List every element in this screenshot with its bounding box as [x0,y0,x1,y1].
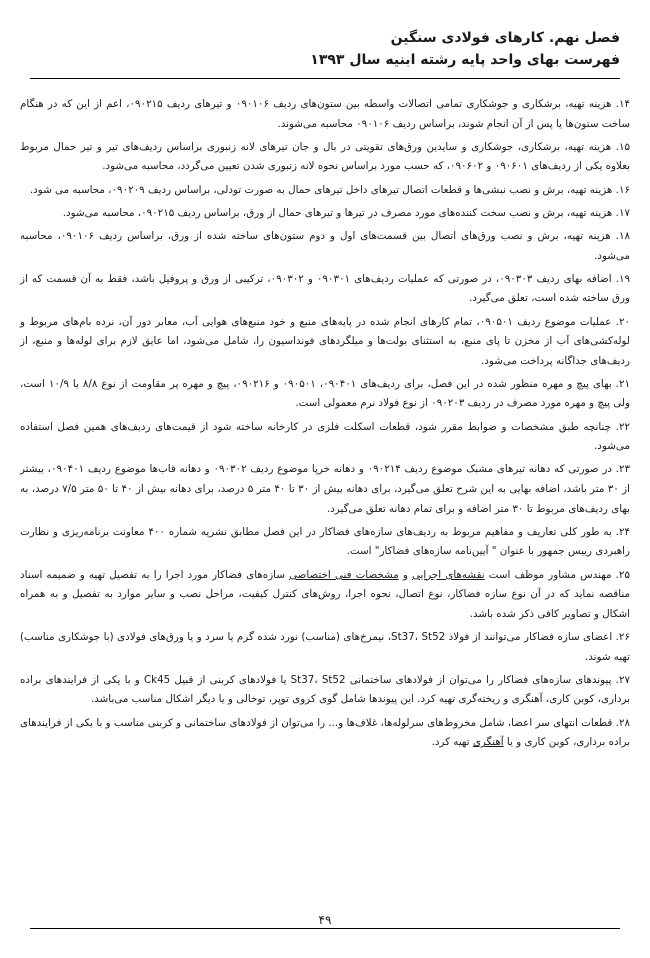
item-number: ۲۷. [615,673,631,686]
item-number: ۱۵. [615,140,630,153]
list-item [20,375,630,414]
chapter-title: فصل نهم. کارهای فولادی سنگین [390,30,620,46]
item-number: ۲۴. [615,525,630,538]
list-item [20,270,630,309]
item-number: ۱۷. [615,206,630,219]
document-body [20,95,630,756]
list-item [20,714,630,753]
item-text: هزینه تهیه، برش و نصب نبشی‌ها و قطعات اتصال تیرهای داخل تیرهای حمال به صورت تودلی، براساس ردیف ۰۹۰۲۰۹، محاسبه می شود. [29,183,613,196]
item-number: ۲۲. [615,420,630,433]
underlined-term: مشخصات فنی اختصاصی [289,568,399,581]
list-item [20,95,630,134]
document-subtitle: فهرست بهای واحد پایه رشته ابنیه سال ۱۳۹۳ [310,52,620,68]
item-text: پیوندهای سازه‌های فضاکار را می‌توان از فولادهای ساختمانی St37، St52 یا فولادهای کربنی از قبیل Ck45 و با یکی از فرایندهای براده برداری، کوبن کاری، آهنگری و ریخته‌گری تهیه کرد. این پیوندها شامل گوی کروی توپر، توخالی و یا دیگر اشکال مناسب می‌باشد. [20,673,630,706]
item-number: ۲۶. [615,630,630,643]
list-item [20,418,630,457]
page-number: ۴۹ [318,913,332,927]
item-text: اضافه بهای ردیف ۰۹۰۳۰۳، در صورتی که عملیات ردیف‌های ۰۹۰۳۰۱ و ۰۹۰۳۰۲، ترکیبی از ورق و پروفیل باشد، فقط به آن قسمت که از ورق ساخته شده است، تعلق می‌گیرد. [20,272,630,305]
item-text-end: سازه‌های فضاکار مورد اجرا را به تفصیل تهیه و ضمیمه اسناد مناقصه نماید که در آن نوع سازه فضاکار، نوع اتصال، نحوه اجرا، روش‌های کنترل کیفیت، مراحل نصب و سایر موارد به تفصیل و به همراه اشکال و تصاویر کافی ذکر شده باشد. [20,568,630,620]
item-number: ۱۶. [615,183,630,196]
item-text: چنانچه طبق مشخصات و ضوابط مقرر شود، قطعات اسکلت فلزی در کارخانه ساخته شود از قیمت‌های ردیف‌های همین فصل استفاده می‌شود. [20,420,630,453]
footer-rule [30,928,620,929]
list-item [20,671,630,710]
item-text: هزینه تهیه، برشکاری، جوشکاری و سایدین ورق‌های تقویتی در بال و جان تیرهای لانه زنبوری براساس ردیف‌های تیر و تیر حمال مربوط بعلاوه یکی از ردیف‌های ۰۹۰۶۰۱ و ۰۹۰۶۰۲، که حسب مورد براساس نحوه لانه زنبوری شدن تعیین می‌گردد، محاسبه می‌شود. [20,140,630,173]
item-number: ۱۹. [615,272,630,285]
list-item [20,138,630,177]
item-number: ۲۱. [615,377,630,390]
list-item [20,204,630,224]
list-item [20,523,630,562]
item-text-start: مهندس مشاور موظف است [484,568,612,581]
item-text: اعضای سازه فضاکار می‌توانند از فولاد St37، St52، نیمرخ‌های (مناسب) نورد شده گرم یا سرد و یا ورق‌های فولادی (با جوشکاری مناسب) تهیه شوند. [20,630,630,663]
item-text: به طور کلی تعاریف و مفاهیم مربوط به ردیف‌های سازه‌های فضاکار در این فصل مطابق نشریه شماره ۴۰۰ معاونت برنامه‌ریزی و نظارت راهبردی رییس جمهور با عنوان " آیین‌نامه سازه‌های فضاکار" است. [20,525,630,558]
item-text: هزینه تهیه، برشکاری و جوشکاری تمامی اتصالات واسطه بین ستون‌های ردیف ۰۹۰۱۰۶ و تیرهای ردیف ۰۹۰۲۱۵، اعم از این که در هنگام ساخت ستون‌ها یا پس از آن انجام شوند، براساس ردیف ۰۹۰۱۰۶ محاسبه می‌شوند. [20,98,630,130]
item-text: هزینه تهیه، برش و نصب سخت کننده‌های مورد مصرف در تیرها و تیرهای حمال از ورق، براساس ردیف ۰۹۰۲۱۵، محاسبه می‌شود. [62,206,613,219]
list-item [20,460,630,519]
item-text-end: تهیه کرد. [431,736,473,749]
item-number: ۲۸. [615,716,630,729]
list-item [20,628,630,667]
list-item [20,566,630,625]
item-number: ۱۴. [615,98,631,110]
list-item [20,227,630,266]
item-number: ۲۵. [615,568,630,581]
item-text: هزینه تهیه، برش و نصب ورق‌های اتصال بین قسمت‌های اول و دوم ستون‌های ساخته شده از ورق، براساس ردیف ۰۹۰۱۰۶، محاسبه می‌شود. [20,229,630,262]
header-rule [30,78,620,79]
item-number: ۱۸. [615,229,630,242]
list-item [20,313,630,372]
item-text: در صورتی که دهانه تیرهای مشبک موضوع ردیف ۰۹۰۲۱۴ و دهانه خرپا موضوع ردیف ۰۹۰۳۰۲ و دهانه قاب‌ها موضوع ردیف ۰۹۰۴۰۱، بیشتر از ۳۰ متر باشد، اضافه بهایی به این شرح تعلق می‌گیرد، برای دهانه بیش از ۳۰ تا ۴۰ متر ۵ درصد، برای دهانه بیش از ۴۰ تا ۵۰ متر ۷/۵ درصد، به بهای ردیف‌های مربوط تا ۳۰ متر اضافه و برای تمام دهانه تعلق می‌گیرد. [20,463,630,515]
list-item [20,181,630,201]
item-text: بهای پیچ و مهره منظور شده در این فصل، برای ردیف‌های ۰۹۰۴۰۱، ۰۹۰۵۰۱ و ۰۹۰۲۱۶، پیچ و مهره پر مقاومت از نوع ۸/۸ یا ۱۰/۹ است، ولی پیچ و مهره مورد مصرف در ردیف ۰۹۰۲۰۳ از نوع فولاد نرم معمولی است. [20,377,630,410]
underlined-term: آهنگری [472,736,504,749]
item-text-start: قطعات انتهای سر اعضا، شامل مخروط‌های سرلوله‌ها، غلاف‌ها و... را می‌توان از فولادهای ساختمانی و کربنی مناسب و با یکی از فرایندهای براده برداری، کوبن کاری و یا [20,716,630,749]
item-text-joiner: و [398,568,412,581]
item-number: ۲۰. [615,315,630,328]
item-text: عملیات موضوع ردیف ۰۹۰۵۰۱، تمام کارهای انجام شده در پایه‌های منبع و خود منبع‌های هوایی آب، معابر دور آن، نرده بام‌های مربوط و لوله‌کشی‌های آب از مخزن تا پای منبع، به استثنای بولت‌ها و میلگردهای فونداسیون را، شامل می‌شود، اما عایق لازم برای لوله‌ها و منبع، از ردیف‌های جداگانه پرداخت می‌شود. [20,315,630,367]
item-number: ۲۳. [615,463,631,476]
underlined-term: نقشه‌های اجرایی [411,568,485,581]
